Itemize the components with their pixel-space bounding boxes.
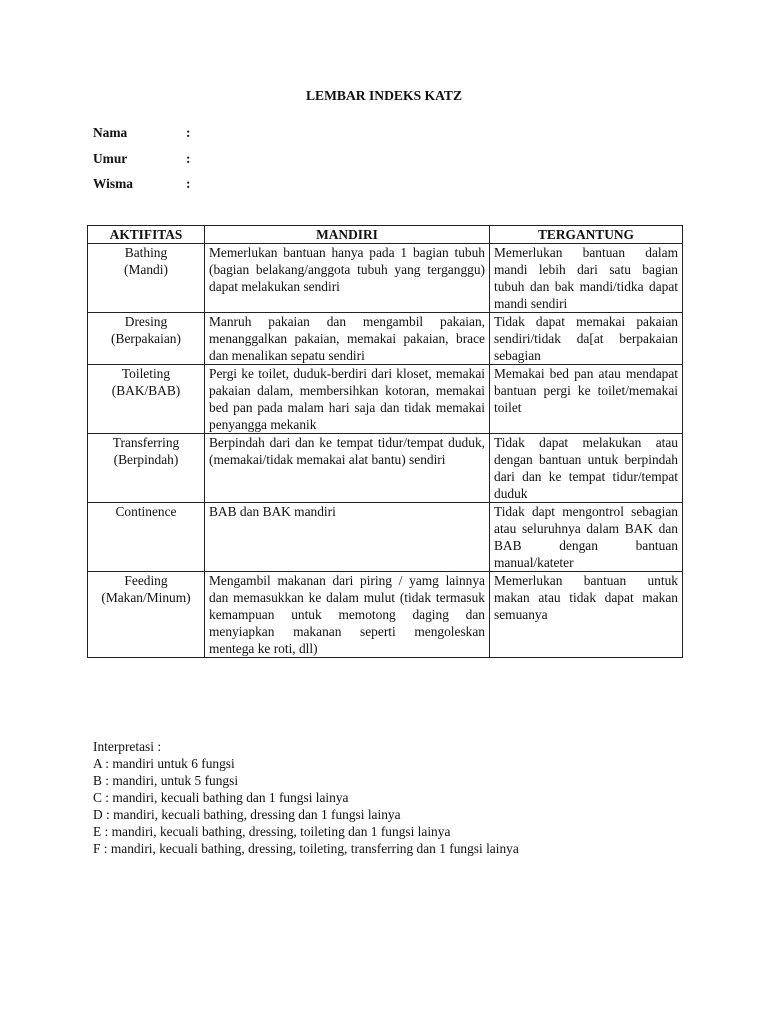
mandiri-cell: Mengambil makanan dari piring / yamg lainnya dan memasukkan ke dalam mulut (tidak termasuk kemampuan untuk memotong daging dan menyiapkan makanan seperti mengoleskan mentega ke roti, dll): [205, 572, 490, 658]
tergantung-cell: Memerlukan bantuan dalam mandi lebih dari satu bagian tubuh dan bak mandi/tidka dapat mandi sendiri: [490, 244, 683, 313]
tergantung-cell: Tidak dapat memakai pakaian sendiri/tidak da[at berpakaian sebagian: [490, 313, 683, 365]
table-row: [88, 313, 683, 365]
activity-subname: (Makan/Minum): [101, 590, 191, 605]
activity-cell: [88, 244, 205, 313]
activity-name: Feeding: [124, 573, 168, 588]
tergantung-cell: Tidak dapt mengontrol sebagian atau seluruhnya dalam BAK dan BAB dengan bantuan manual/kateter: [490, 503, 683, 572]
activity-subname: (Berpakaian): [111, 331, 181, 346]
tergantung-cell: Memakai bed pan atau mendapat bantuan pergi ke toilet/memakai toilet: [490, 365, 683, 434]
activity-name: Dresing: [124, 314, 168, 329]
header-mandiri: MANDIRI: [205, 226, 490, 244]
interpretation-heading: Interpretasi :: [93, 739, 162, 754]
activity-cell: [88, 572, 205, 658]
mandiri-cell: Pergi ke toilet, duduk-berdiri dari kloset, memakai pakaian dalam, membersihkan kotoran, memakai bed pan pada malam hari saja dan tidak memakai penyangga mekanik: [205, 365, 490, 434]
activity-subname: (Mandi): [124, 262, 168, 277]
activity-name: Bathing: [124, 245, 168, 260]
mandiri-cell: Berpindah dari dan ke tempat tidur/tempat duduk, (memakai/tidak memakai alat bantu) sendiri: [205, 434, 490, 503]
mandiri-cell: Manruh pakaian dan mengambil pakaian, menanggalkan pakaian, memakai pakaian, brace dan menalikan sepatu sendiri: [205, 313, 490, 365]
field-colon: :: [186, 125, 191, 140]
field-label: Wisma: [93, 176, 133, 191]
activity-cell: [88, 503, 205, 572]
mandiri-cell: BAB dan BAK mandiri: [205, 503, 490, 572]
activity-name: Toileting: [121, 366, 171, 381]
table-row: [88, 434, 683, 503]
field-label: Umur: [93, 150, 128, 166]
interpretation-item: E : mandiri, kecuali bathing, dressing, toileting dan 1 fungsi lainya: [93, 824, 451, 839]
tergantung-cell: Tidak dapat melakukan atau dengan bantuan untuk berpindah dari dan ke tempat tidur/tempat duduk: [490, 434, 683, 503]
activity-subname: (Berpindah): [113, 452, 179, 467]
document-title: LEMBAR INDEKS KATZ: [305, 88, 463, 103]
header-tergantung: TERGANTUNG: [490, 226, 683, 244]
field-label: Nama: [93, 125, 128, 140]
table-header-row: [88, 226, 683, 244]
activity-name: Continence: [115, 504, 177, 519]
interpretation-item: C : mandiri, kecuali bathing dan 1 fungsi lainya: [93, 790, 349, 805]
activity-cell: [88, 365, 205, 434]
header-aktifitas: AKTIFITAS: [88, 226, 205, 244]
table-row: [88, 503, 683, 572]
table-row: [88, 572, 683, 658]
activity-name: Transferring: [112, 435, 180, 450]
interpretation-item: A : mandiri untuk 6 fungsi: [93, 756, 235, 771]
table-row: [88, 365, 683, 434]
table-row: [88, 244, 683, 313]
katz-index-table: [87, 225, 683, 658]
interpretation-item: D : mandiri, kecuali bathing, dressing dan 1 fungsi lainya: [93, 807, 401, 822]
interpretation-item: B : mandiri, untuk 5 fungsi: [93, 773, 239, 788]
mandiri-cell: Memerlukan bantuan hanya pada 1 bagian tubuh (bagian belakang/anggota tubuh yang terganggu) dapat melakukan sendiri: [205, 244, 490, 313]
field-colon: :: [186, 150, 191, 166]
activity-subname: (BAK/BAB): [111, 383, 181, 398]
activity-cell: [88, 434, 205, 503]
tergantung-cell: Memerlukan bantuan untuk makan atau tidak dapat makan semuanya: [490, 572, 683, 658]
field-colon: :: [186, 176, 191, 191]
interpretation-section: [93, 738, 519, 857]
interpretation-item: F : mandiri, kecuali bathing, dressing, toileting, transferring dan 1 fungsi lainya: [93, 841, 519, 856]
activity-cell: [88, 313, 205, 365]
